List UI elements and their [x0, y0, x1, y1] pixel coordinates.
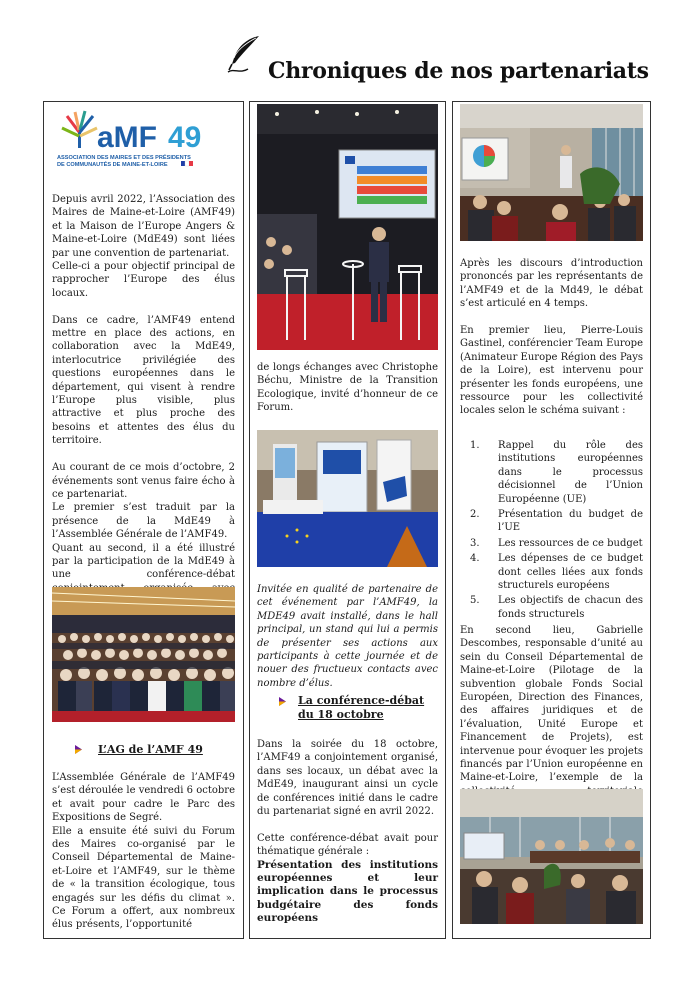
- list-item: [460, 594, 643, 621]
- amf49-logo: [57, 108, 237, 170]
- col2-forum-text: [257, 361, 438, 415]
- list-item: [460, 552, 643, 592]
- col1-paragraph: Dans ce cadre, l’AMF49 entend mettre en place des actions, en collaboration avec la MdE49, interlocutrice privilégiée des questions européennes dans le département, qui visent à rendre l’Europe plus visible, plus attractive et plus proche des besoins et attentes des élus du territoire.: [52, 314, 235, 447]
- col1-paragraph: Depuis avril 2022, l’Association des Maires de Maine-et-Loire (AMF49) et la Maison de l’Europe Angers & Maine-et-Loire (MdE49) sont liées par une convention de partenariat.: [52, 194, 235, 259]
- conference-heading: La conférence-débat du 18 octobre: [298, 694, 425, 721]
- list-item: [460, 439, 643, 506]
- col1-paragraph: Le premier s’est traduit par la présence de la MdE49 à l’Assemblée Générale de l’AMF49.: [52, 502, 235, 541]
- col2-paragraph: de longs échanges avec Christophe Béchu, Ministre de la Transition Ecologique, invité d’honneur de ce Forum.: [257, 362, 438, 414]
- bullet-arrow-icon: [75, 745, 82, 754]
- col3-second-speaker: [460, 624, 643, 812]
- col3-debate-text: [460, 257, 643, 431]
- col3-paragraph: Après les discours d’introduction prononcés par les représentants de l’AMF49 et de la Md49, le débat s’est articulé en 4 temps.: [460, 258, 643, 310]
- col1-paragraph: L’Assemblée Générale de l’AMF49 s’est déroulée le vendredi 6 octobre et avait pour cadre le Parc des Expositions de Segré.: [52, 772, 235, 824]
- list-item-number: 1.: [470, 440, 480, 451]
- bullet-arrow-icon: [279, 697, 286, 706]
- col1-intro: [52, 193, 235, 609]
- stand-caption: Invitée en qualité de partenaire de cet événement par l’AMF49, la MDE49 avait installé, dans le hall principal, un stand qui lui a permis de présenter ses actions aux participants à cette journée et de nouer des fructueux contacts avec nombre d’élus.: [257, 584, 438, 689]
- col2-theme: Présentation des institutions européennes et leur implication dans le processus budgétaire des fonds européens: [257, 858, 438, 925]
- col2-stand-caption: [257, 583, 438, 690]
- col3-paragraph: En second lieu, Gabrielle Descombes, responsable d’unité au sein du Conseil Départemental de Maine-et-Loire (Pilotage de la subvention globale Fonds Social Européen, Direction des Finances, des affaires juridiques et de l’évaluation, Unité Europe et Financement de Projets), est intervenue pour évoquer les projets financés par l’Union européenne en Maine-et-Loire, l’exemple de la: [460, 625, 643, 784]
- conference-room-photo: [460, 104, 643, 241]
- list-item: [460, 537, 643, 550]
- col2-paragraph: Dans la soirée du 18 octobre, l’AMF49 a conjointement organisé, dans ses locaux, un débat avec la MdE49, inaugurant ainsi un cycle de conférences initié dans le cadre du partenariat signé en avril 2022.: [257, 739, 438, 818]
- list-item-text: Présentation du budget de l’UE: [498, 509, 643, 534]
- col1-paragraph: Celle-ci a pour objectif principal de rapprocher l’Europe des élus locaux.: [52, 261, 235, 299]
- minister-speech-photo: [257, 104, 438, 350]
- col3-paragraph: En premier lieu, Pierre-Louis Gastinel, conférencier Team Europe (Animateur Europe Région des Pays de la Loire), est intervenu pour présenter les fonds européens, une ressource pour les collectivité locales selon le schéma suivant :: [460, 325, 644, 417]
- list-item-text: Les ressources de ce budget: [498, 537, 643, 549]
- col1-ag-text: [52, 771, 235, 932]
- col1-paragraph: Quant au second, il a été illustré par la participation de la MdE49 à une conférence-débat: [52, 542, 235, 581]
- svg-text:ASSOCIATION DES MAIRES ET DES: ASSOCIATION DES MAIRES ET DES PRÉSIDENTS: [57, 155, 191, 161]
- col1-paragraph: Au courant de ce mois d’octobre, 2 événements sont venus faire écho à ce partenariat.: [52, 462, 235, 500]
- ag-heading: L’AG de l’AMF 49: [98, 743, 203, 756]
- audience-meeting-photo: [460, 789, 643, 924]
- list-item-text: Les objectifs de chacun des fonds structurels: [498, 595, 643, 620]
- mde-stand-photo: [257, 430, 438, 567]
- list-item-number: 2.: [470, 509, 480, 521]
- list-item-number: 4.: [470, 553, 480, 565]
- svg-text:DE COMMUNAUTÉS DE MAINE-ET-LOI: DE COMMUNAUTÉS DE MAINE-ET-LOIRE: [57, 162, 168, 168]
- assembly-group-photo: [52, 587, 235, 722]
- col2-conference-text: [257, 738, 438, 926]
- page-title: Chroniques de nos partenariats: [268, 58, 649, 84]
- logo-wordmark: aMF: [97, 121, 157, 154]
- quill-pen-icon: [226, 34, 262, 74]
- svg-text:49: 49: [168, 121, 202, 154]
- budget-topics-list: [460, 439, 643, 623]
- list-item-number: 5.: [470, 595, 480, 607]
- list-item-text: Les dépenses de ce budget dont celles liées aux fonds structurels européens: [498, 553, 643, 592]
- col2-paragraph: Cette conférence-débat avait pour thématique générale :: [257, 832, 438, 858]
- list-item: [460, 508, 643, 535]
- col1-paragraph: Elle a ensuite été suivi du Forum des Maires co-organisé par le Conseil Départemental de Maine-et-Loire et l’AMF49, sur le thème de « la transition écologique, tous engagés sur les défis du climat ». Ce Forum a offert, aux nombreux élus présents, l’opportunité: [52, 825, 235, 931]
- list-item-text: Rappel du rôle des institutions européennes dans le processus décisionnel de l’Union Européenne (UE): [498, 440, 643, 505]
- list-item-number: 3.: [470, 537, 480, 549]
